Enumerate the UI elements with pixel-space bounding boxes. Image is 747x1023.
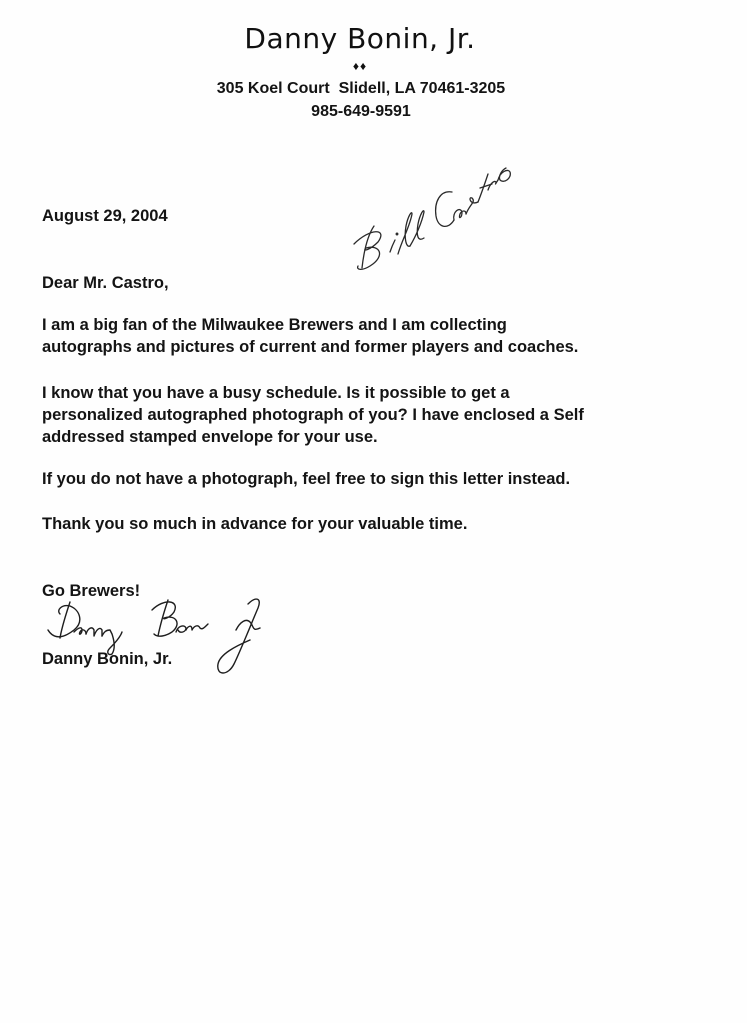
letterhead-address: 305 Koel Court Slidell, LA 70461-3205	[216, 80, 506, 97]
paragraph-1-line-2: autographs and pictures of current and former players and coaches.	[42, 338, 579, 356]
letter-signature-name: Danny Bonin, Jr.	[42, 650, 173, 668]
letter-paragraph-4: Thank you so much in advance for your valuable time.	[42, 515, 468, 533]
letter-closing: Go Brewers!	[42, 582, 141, 600]
letterhead-ornament: ♦♦	[352, 59, 368, 73]
paragraph-1-line-1: I am a big fan of the Milwaukee Brewers and I am collecting	[42, 316, 507, 334]
letter-salutation: Dear Mr. Castro,	[42, 274, 169, 292]
paragraph-2-line-3: addressed stamped envelope for your use.	[42, 428, 378, 446]
paragraph-2-line-1: I know that you have a busy schedule. Is it possible to get a	[42, 384, 510, 402]
letter-date: August 29, 2004	[42, 207, 168, 225]
letter-paragraph-1	[42, 314, 722, 358]
recipient-autograph	[340, 140, 520, 280]
letterhead-name: Danny Bonin, Jr.	[244, 22, 476, 55]
paragraph-2-line-2: personalized autographed photograph of you? I have enclosed a Self	[42, 406, 584, 424]
letter-paragraph-3: If you do not have a photograph, feel free to sign this letter instead.	[42, 470, 571, 488]
letter-paragraph-2	[42, 382, 722, 448]
letterhead-phone: 985-649-9591	[311, 103, 411, 120]
